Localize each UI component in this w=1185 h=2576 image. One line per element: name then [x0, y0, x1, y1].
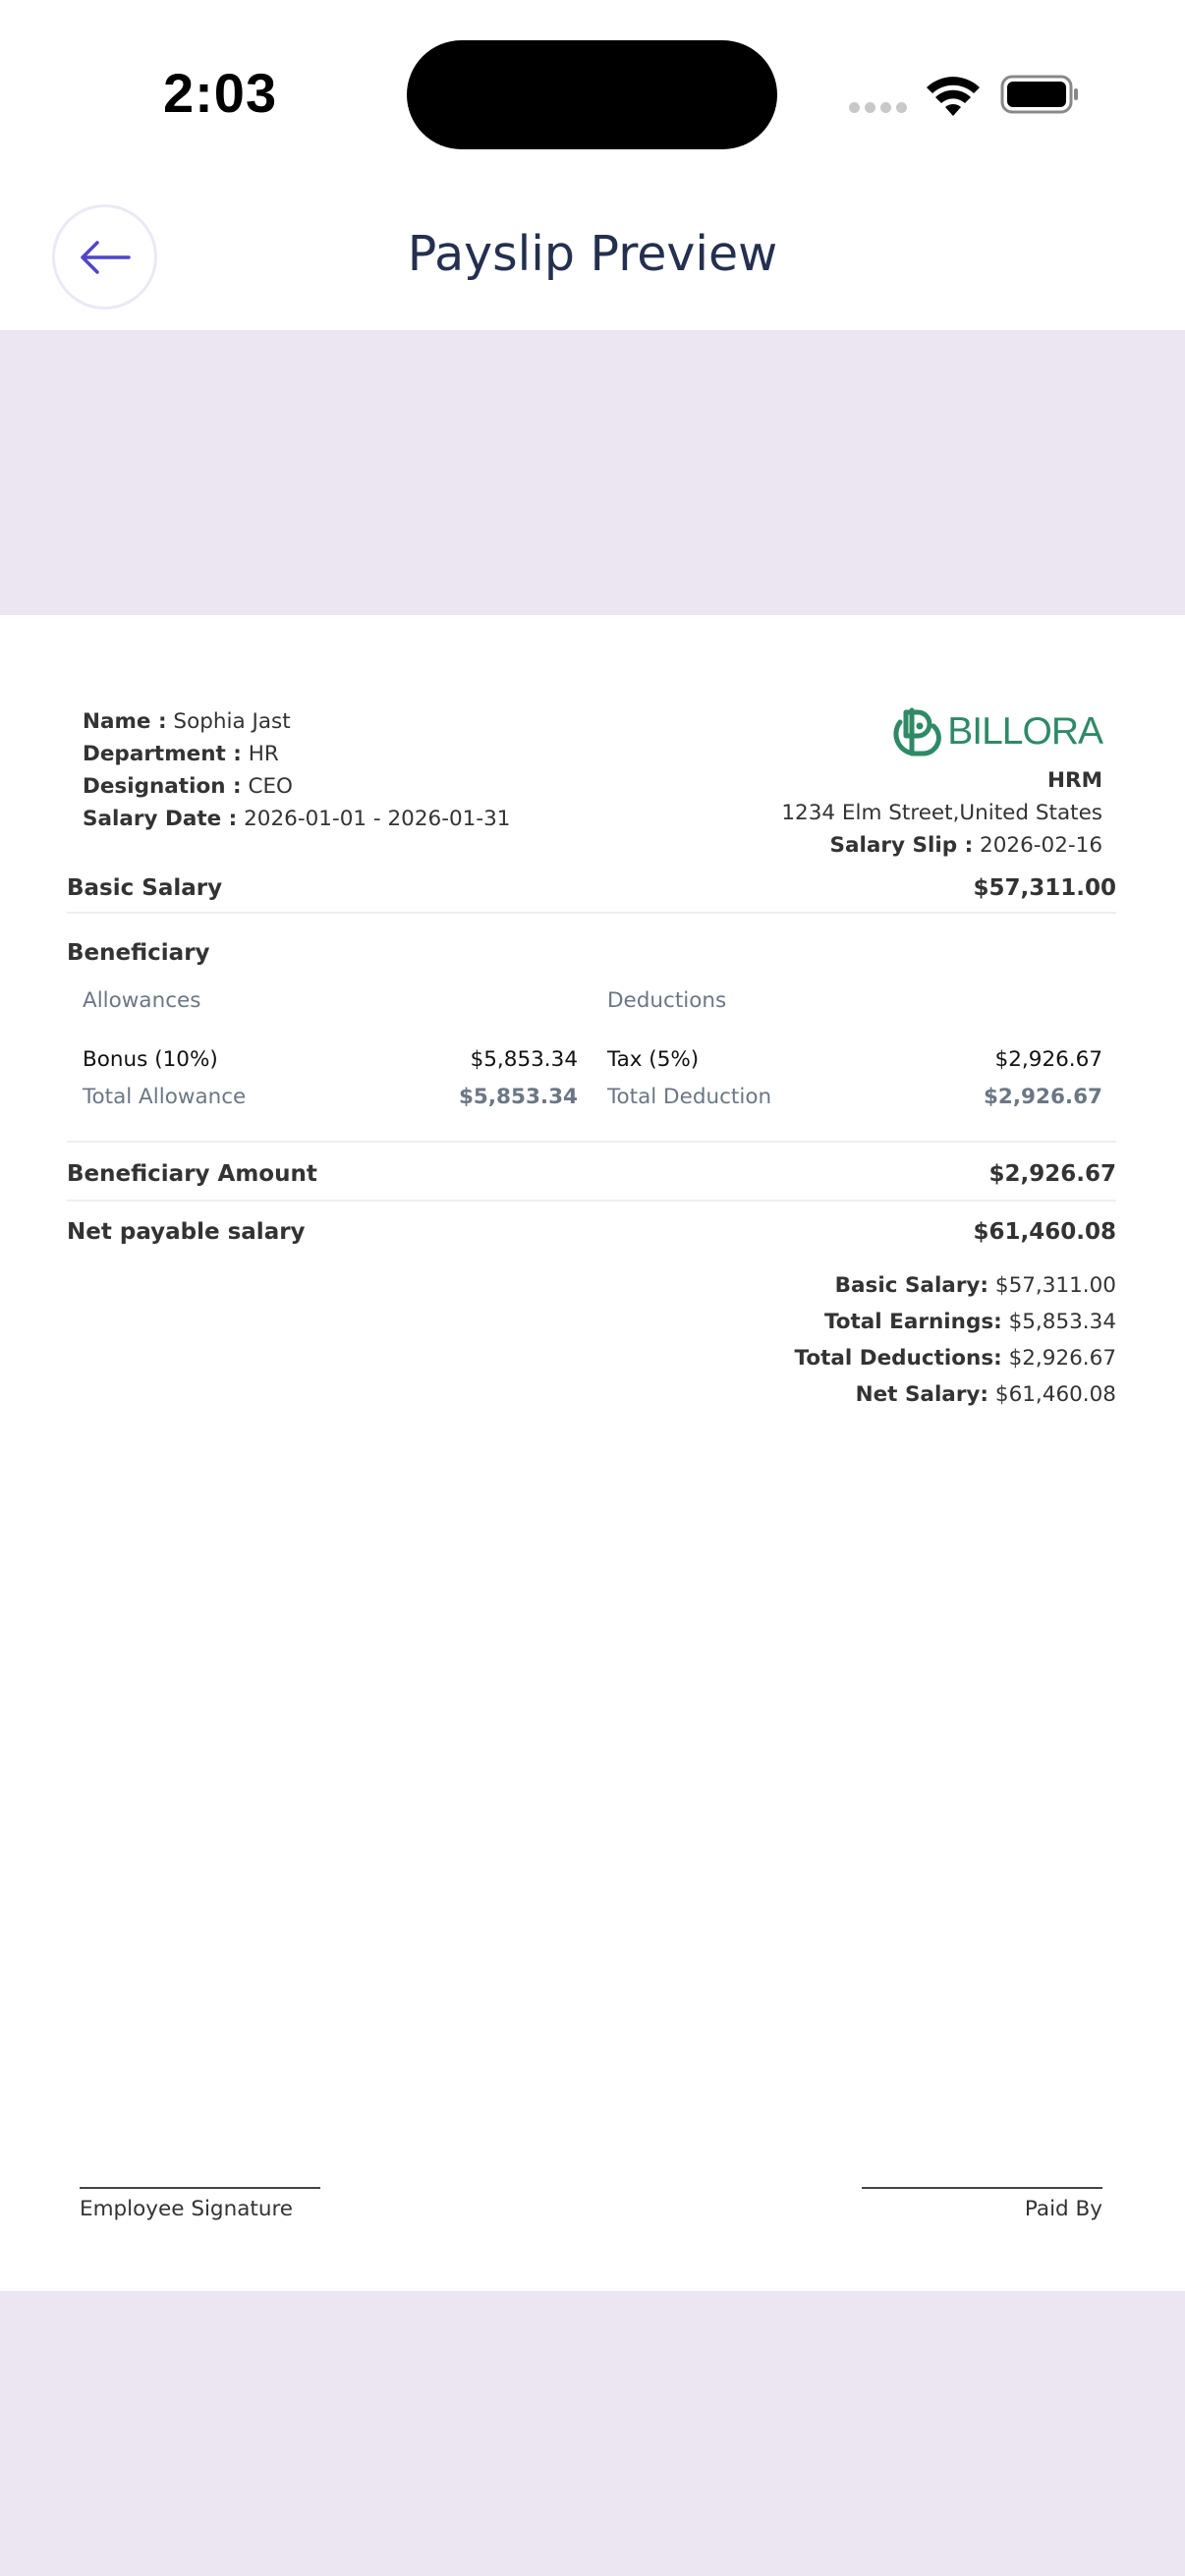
total-allowance-row: Total Allowance $5,853.34: [83, 1085, 578, 1120]
employee-department: HR: [248, 742, 279, 766]
signature-line: [862, 2187, 1102, 2189]
payslip-document: [0, 615, 1185, 2291]
employee-designation-row: Designation : CEO: [83, 774, 293, 799]
beneficiary-amount-row: [67, 1161, 1116, 1187]
preview-background-top: [0, 330, 1185, 615]
net-payable-row: [67, 1219, 1116, 1245]
preview-background-bottom: [0, 2291, 1185, 2576]
status-bar: [0, 0, 1185, 187]
beneficiary-title: Beneficiary: [67, 940, 210, 966]
net-payable-label: Net payable salary: [67, 1219, 306, 1245]
summary-earnings: Total Earnings: $5,853.34: [823, 1310, 1116, 1334]
beneficiary-amount-value: $2,926.67: [988, 1161, 1116, 1187]
employee-name-row: Name : Sophia Jast: [83, 709, 291, 734]
net-payable-value: $61,460.08: [973, 1219, 1116, 1245]
status-time: 2:03: [163, 62, 278, 124]
employee-department-row: Department : HR: [83, 742, 279, 766]
salary-slip-row: Salary Slip : 2026-02-16: [829, 833, 1102, 858]
beneficiary-amount-label: Beneficiary Amount: [67, 1161, 317, 1187]
company-info: [781, 701, 1102, 862]
employee-signature: [80, 2187, 320, 2221]
employee-signature-label: Employee Signature: [80, 2197, 294, 2221]
company-logo: BILLORA: [781, 701, 1102, 760]
employee-designation: CEO: [248, 774, 293, 799]
cellular-signal-icon: [849, 102, 907, 113]
signature-line: [80, 2187, 320, 2189]
summary-basic: Basic Salary: $57,311.00: [834, 1273, 1116, 1298]
app-header: [0, 187, 1185, 330]
company-address: 1234 Elm Street,United States: [781, 801, 1102, 825]
divider: [67, 1200, 1116, 1202]
paid-by-signature: [862, 2187, 1102, 2221]
dynamic-island: [407, 40, 777, 149]
battery-icon: [1000, 75, 1079, 114]
divider: [67, 1141, 1116, 1143]
salary-slip-date: 2026-02-16: [980, 833, 1102, 858]
allowances-column: [83, 988, 578, 1120]
deduction-item: Tax (5%) $2,926.67: [607, 1047, 1102, 1072]
salary-date-row: Salary Date : 2026-01-01 - 2026-01-31: [83, 807, 511, 831]
summary-net: Net Salary: $61,460.08: [855, 1382, 1116, 1407]
total-allowance-value: $5,853.34: [458, 1085, 578, 1109]
salary-summary: [795, 1267, 1116, 1413]
company-name: HRM: [1047, 768, 1102, 793]
paid-by-label: Paid By: [1024, 2197, 1102, 2221]
summary-deductions: Total Deductions: $2,926.67: [794, 1346, 1116, 1371]
allowances-heading: Allowances: [83, 988, 201, 1013]
billora-logo-icon: [890, 704, 945, 757]
deductions-column: [607, 988, 1102, 1120]
basic-salary-label: Basic Salary: [67, 875, 223, 901]
salary-date: 2026-01-01 - 2026-01-31: [244, 807, 511, 831]
basic-salary-value: $57,311.00: [973, 875, 1116, 901]
page-title: Payslip Preview: [407, 226, 778, 282]
divider: [67, 912, 1116, 914]
employee-name: Sophia Jast: [173, 709, 291, 734]
total-deduction-row: Total Deduction $2,926.67: [607, 1085, 1102, 1120]
basic-salary-row: [67, 875, 1116, 901]
deductions-heading: Deductions: [607, 988, 727, 1013]
employee-info: [83, 705, 510, 835]
allowance-item: Bonus (10%) $5,853.34: [83, 1047, 578, 1072]
wifi-icon: [926, 77, 981, 118]
total-deduction-value: $2,926.67: [983, 1085, 1102, 1109]
